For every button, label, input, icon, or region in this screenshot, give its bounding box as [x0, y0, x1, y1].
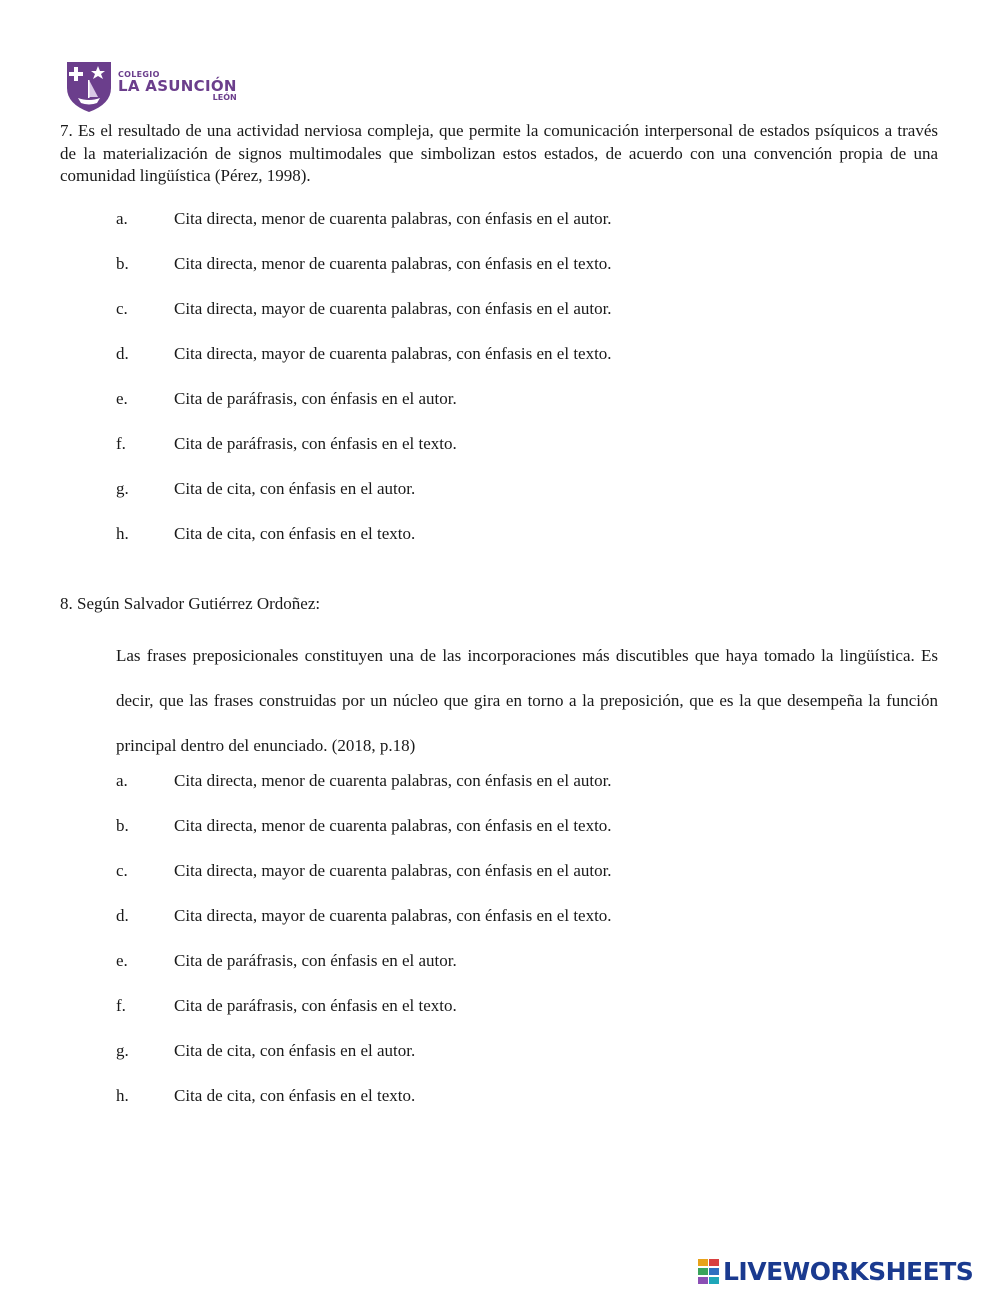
school-logo: [64, 58, 237, 114]
option-letter: a.: [116, 771, 128, 790]
option-text: Cita directa, mayor de cuarenta palabras, con énfasis en el autor.: [174, 299, 612, 318]
option-text: Cita de cita, con énfasis en el autor.: [174, 1041, 416, 1060]
option-text: Cita de cita, con énfasis en el texto.: [174, 524, 416, 543]
option-letter: g.: [116, 1041, 129, 1060]
option-text: Cita directa, menor de cuarenta palabras, con énfasis en el texto.: [174, 816, 612, 835]
question-8-intro: 8. Según Salvador Gutiérrez Ordoñez:: [60, 594, 321, 613]
option-text: Cita directa, menor de cuarenta palabras, con énfasis en el autor.: [174, 209, 612, 228]
option-text: Cita directa, menor de cuarenta palabras, con énfasis en el texto.: [174, 254, 612, 273]
option-letter: c.: [116, 299, 128, 318]
logo-text: [118, 71, 237, 102]
option-letter: h.: [116, 524, 129, 543]
school-crest-icon: [64, 58, 114, 114]
option-letter: c.: [116, 861, 128, 880]
option-text: Cita de paráfrasis, con énfasis en el texto.: [174, 996, 457, 1015]
option-letter: b.: [116, 816, 129, 835]
question-7-text: 7. Es el resultado de una actividad nerviosa compleja, que permite la comunicación interpersonal de estados psíquicos a través de la materialización de signos multimodales que simbolizan estos estados, de acuerdo con una convención propia de una comunidad lingüística (Pérez, 1998).: [60, 121, 938, 186]
option-text: Cita directa, mayor de cuarenta palabras, con énfasis en el texto.: [174, 344, 612, 363]
option-letter: f.: [116, 996, 126, 1015]
logo-line3: LEÓN: [212, 92, 237, 102]
liveworksheets-watermark: [698, 1257, 973, 1286]
option-letter: b.: [116, 254, 129, 273]
option-text: Cita de cita, con énfasis en el texto.: [174, 1086, 416, 1105]
option-letter: f.: [116, 434, 126, 453]
option-text: Cita de paráfrasis, con énfasis en el autor.: [174, 389, 457, 408]
option-text: Cita directa, menor de cuarenta palabras, con énfasis en el autor.: [174, 771, 612, 790]
liveworksheets-logo-icon: [698, 1259, 720, 1285]
option-letter: g.: [116, 479, 129, 498]
logo-line2: LA ASUNCIÓN: [118, 76, 237, 95]
option-text: Cita de cita, con énfasis en el autor.: [174, 479, 416, 498]
option-letter: a.: [116, 209, 128, 228]
option-text: Cita directa, mayor de cuarenta palabras, con énfasis en el texto.: [174, 906, 612, 925]
option-letter: h.: [116, 1086, 129, 1105]
option-letter: d.: [116, 906, 129, 925]
option-text: Cita directa, mayor de cuarenta palabras, con énfasis en el autor.: [174, 861, 612, 880]
option-text: Cita de paráfrasis, con énfasis en el autor.: [174, 951, 457, 970]
question-8-quote: Las frases preposicionales constituyen una de las incorporaciones más discutibles que haya tomado la lingüística. Es decir, que las frases construidas por un núcleo que gira en torno a la preposición, que es la que desempeña la función principal dentro del enunciado. (2018, p.18): [116, 646, 938, 755]
option-letter: d.: [116, 344, 129, 363]
option-text: Cita de paráfrasis, con énfasis en el texto.: [174, 434, 457, 453]
option-letter: e.: [116, 389, 128, 408]
option-letter: e.: [116, 951, 128, 970]
watermark-text: LIVEWORKSHEETS: [723, 1257, 974, 1286]
logo-line1: COLEGIO: [118, 69, 160, 79]
